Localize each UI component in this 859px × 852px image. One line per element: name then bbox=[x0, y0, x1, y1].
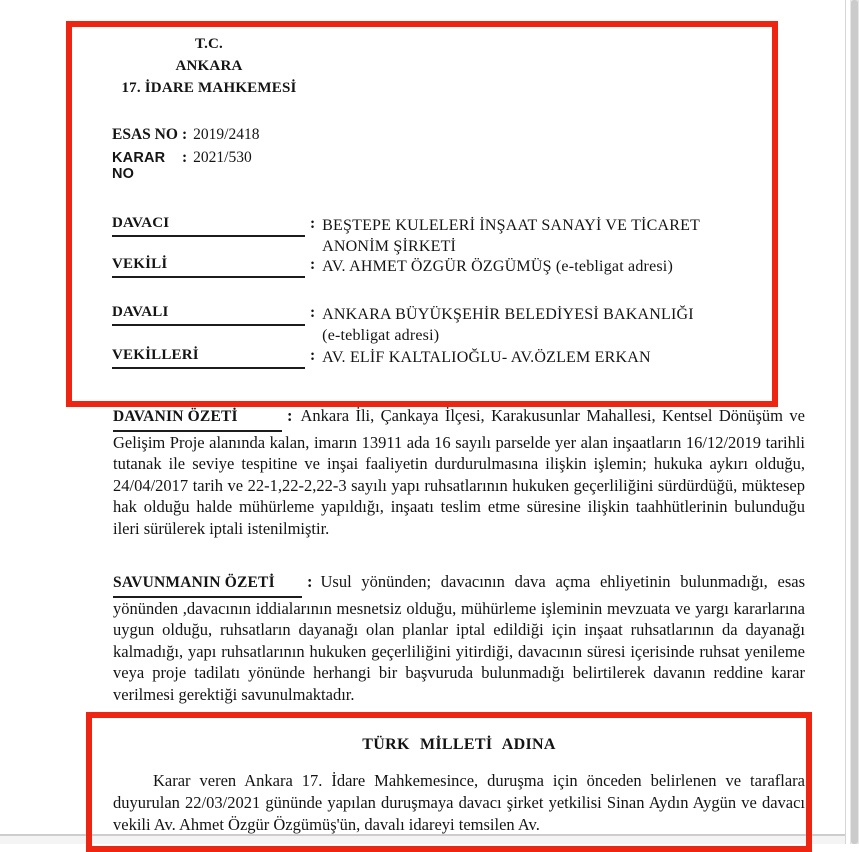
vekili-label: VEKİLİ bbox=[112, 256, 305, 278]
esas-no-label: ESAS NO bbox=[112, 126, 178, 143]
claim-summary-text: Ankara İli, Çankaya İlçesi, Karakusunlar Mahallesi, Kentsel Dönüşüm ve Gelişim Proje alanında kalan, imarın 13911 ada 16 sayılı parselde yer alan inşaatların 16/12/2019 tarihli tutanak ile seviye tespitine ve inşai faaliyetin durdurulmasına ilişkin işlemin; hukuka aykırı olduğu, 24/04/2017 tarih ve 22-1,22-2,22-3 sayılı yapı ruhsatlarının hukuken geçerliliğini sürdürdüğü, müktesep hak olduğu halde mühürleme yapıldığı, inşaatı teslim etme süresine ilişkin taahhütlerinin bulunduğu ileri sürülerek iptali istenilmiştir. bbox=[113, 406, 805, 538]
claim-summary-paragraph bbox=[113, 405, 805, 539]
defense-summary-separator: : bbox=[307, 572, 313, 591]
vekili-separator: : bbox=[310, 256, 316, 273]
davaci-value-line1: BEŞTEPE KULELERİ İNŞAAT SANAYİ VE TİCARET bbox=[322, 217, 701, 234]
page-bottom-edge bbox=[0, 834, 845, 836]
defense-summary-label: SAVUNMANIN ÖZETİ bbox=[113, 572, 302, 598]
party-row-davali bbox=[112, 304, 810, 346]
party-row-vekili bbox=[112, 256, 810, 278]
davaci-value bbox=[322, 215, 810, 257]
davaci-label: DAVACI bbox=[112, 215, 305, 237]
karar-no-label: KARAR NO bbox=[112, 150, 166, 182]
header-country: T.C. bbox=[194, 36, 224, 52]
vekilleri-separator: : bbox=[310, 347, 316, 364]
karar-no-value: 2021/530 bbox=[193, 149, 252, 166]
party-row-vekilleri bbox=[112, 347, 810, 369]
davali-separator: : bbox=[310, 304, 316, 321]
party-row-davaci bbox=[112, 215, 810, 257]
davali-value-line2: (e-tebligat adresi) bbox=[322, 327, 440, 344]
ruling-heading: TÜRK MİLLETİ ADINA bbox=[362, 736, 556, 753]
defense-summary-paragraph bbox=[113, 571, 805, 705]
davali-value-line1: ANKARA BÜYÜKŞEHİR BELEDİYESİ BAKANLIĞI bbox=[322, 306, 694, 323]
karar-no-row bbox=[112, 149, 259, 182]
davali-label: DAVALI bbox=[112, 304, 305, 326]
header-court: 17. İDARE MAHKEMESİ bbox=[121, 80, 297, 96]
davaci-value-line2: ANONİM ŞİRKETİ bbox=[322, 238, 457, 255]
vekili-value: AV. AHMET ÖZGÜR ÖZGÜMÜŞ (e-tebligat adresi) bbox=[322, 258, 673, 275]
vekilleri-label: VEKİLLERİ bbox=[112, 347, 305, 369]
davali-value bbox=[322, 304, 810, 346]
page-gap-background bbox=[0, 836, 845, 844]
karar-no-separator: : bbox=[182, 149, 188, 166]
esas-no-row bbox=[112, 126, 259, 149]
vekilleri-value: AV. ELİF KALTALIOĞLU- AV.ÖZLEM ERKAN bbox=[322, 349, 651, 366]
header-city: ANKARA bbox=[175, 58, 243, 74]
ruling-paragraph: Karar veren Ankara 17. İdare Mahkemesince, duruşma için önceden belirlenen ve taraflara duyurulan 22/03/2021 gününde yapılan duruşmaya davacı şirket yetkilisi Sinan Aydın Aygün ve davacı vekili Av. Ahmet Özgür Özgümüş'ün, davalı idareyi temsilen Av. bbox=[113, 771, 805, 834]
esas-no-value: 2019/2418 bbox=[193, 126, 260, 143]
pane-divider bbox=[845, 0, 846, 844]
scrollbar-thumb[interactable] bbox=[851, 0, 858, 844]
claim-summary-label: DAVANIN ÖZETİ bbox=[113, 406, 282, 432]
case-number-block bbox=[112, 126, 260, 182]
esas-no-separator: : bbox=[182, 126, 188, 143]
davaci-separator: : bbox=[310, 215, 316, 232]
court-header bbox=[113, 33, 305, 99]
defense-summary-text: Usul yönünden; davacının dava açma ehliyetinin bulunmadığı, esas yönünden ,davacının iddialarının mesnetsiz olduğu, mühürleme işleminin mevzuata ve yargı kararlarına uygun olduğu, ruhsatların dayanağı olan planlar iptal edildiği için inşaat ruhsatlarının da dayanağı kalmadığı, yapı ruhsatlarının hukuken geçerliliğini yitirdiği, davacının süresi içerisinde ruhsat yenileme veya proje tadilatı yönünde herhangi bir başvuruda bulunmadığı belirtilerek davanın reddine karar verilmesi gerektiği savunulmaktadır. bbox=[113, 572, 805, 704]
claim-summary-separator: : bbox=[287, 406, 293, 425]
